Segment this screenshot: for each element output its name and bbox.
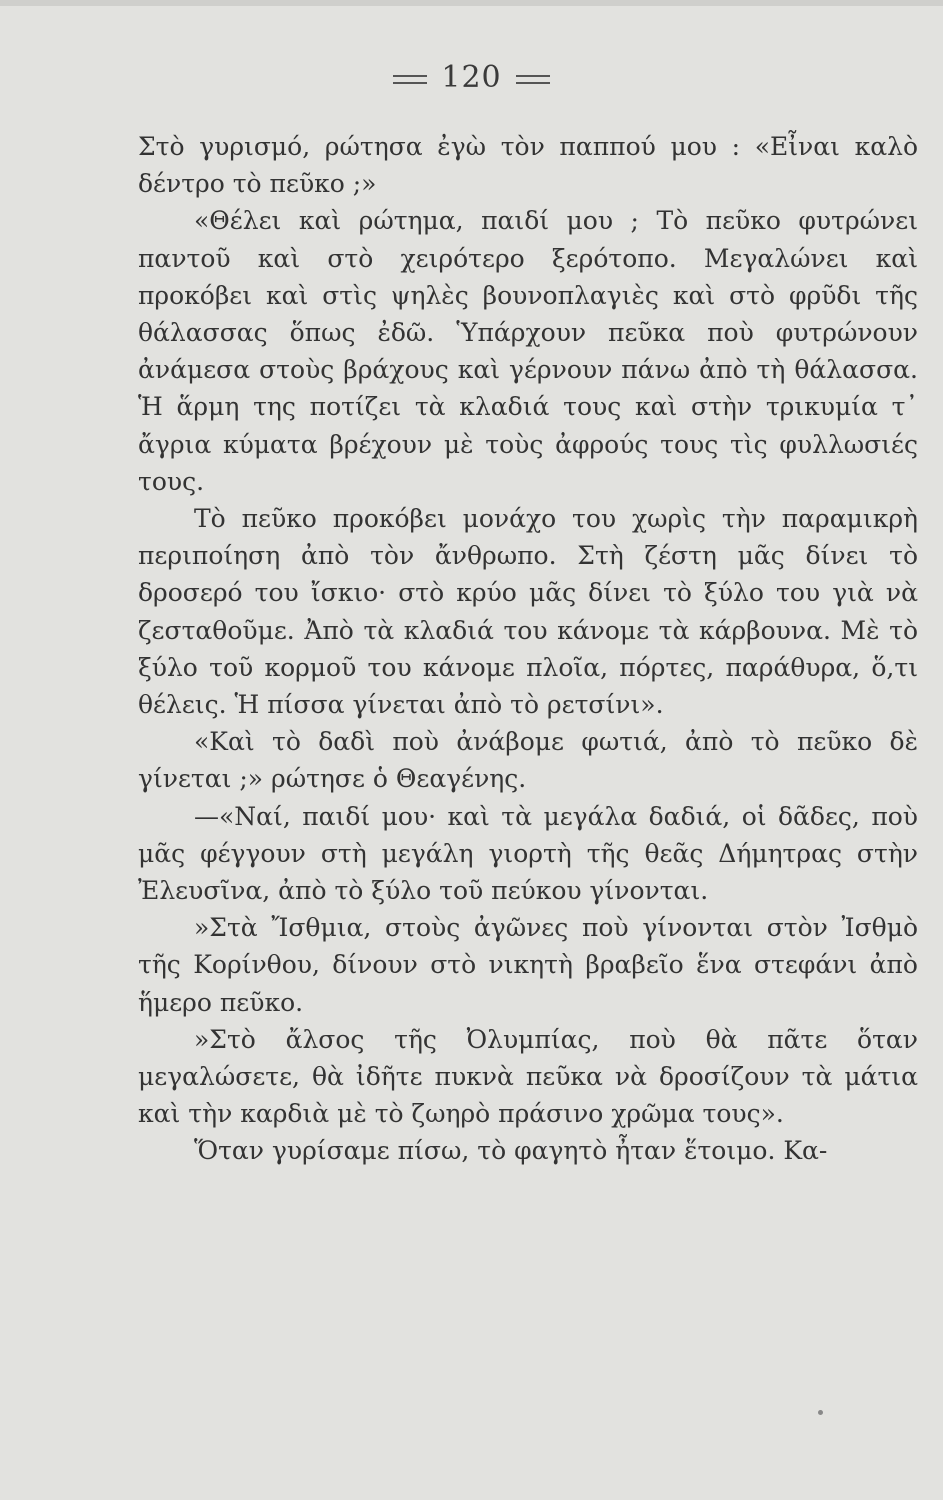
paragraph-3: Τὸ πεῦκο προκόβει μονάχο του χωρὶς τὴν παραμικρὴ περιποίηση ἀπὸ τὸν ἄνθρωπο. Στὴ ζέστη μᾶς δίνει τὸ δροσερό του ἴσκιο· στὸ κρύο μᾶς δίνει τὸ ξύλο του γιὰ νὰ ζεσταθοῦμε. Ἀπὸ τὰ κλαδιά του κάνομε τὰ κάρβουνα. Μὲ τὸ ξύλο τοῦ κορμοῦ του κάνομε πλοῖα, πόρτες, παράθυρα, ὅ,τι θέλεις. Ἡ πίσσα γίνεται ἀπὸ τὸ ρετσίνι». xyxy=(138,504,918,720)
paragraph-7: »Στὸ ἄλσος τῆς Ὀλυμπίας, ποὺ θὰ πᾶτε ὅταν μεγαλώσετε, θὰ ἰδῆτε πυκνὰ πεῦκα νὰ δροσίζουν τὰ μάτια καὶ τὴν καρδιὰ μὲ τὸ ζωηρὸ πράσινο χρῶμα τους». xyxy=(138,1024,918,1129)
paragraph-4: «Καὶ τὸ δαδὶ ποὺ ἀνάβομε φωτιά, ἀπὸ τὸ πεῦκο δὲ γίνεται ;» ρώτησε ὁ Θεαγένης. xyxy=(138,727,918,794)
ink-speck xyxy=(818,1410,823,1415)
paragraph-8: Ὅταν γυρίσαμε πίσω, τὸ φαγητὸ ἦταν ἕτοιμο. Κα- xyxy=(194,1136,828,1166)
header-left-rule xyxy=(393,75,427,84)
paragraph-2: «Θέλει καὶ ρώτημα, παιδί μου ; Τὸ πεῦκο φυτρώνει παντοῦ καὶ στὸ χειρότερο ξερότοπο. Μεγαλώνει καὶ προκόβει καὶ στὶς ψηλὲς βουνοπλαγιὲς καὶ στὸ φρῦδι τῆς θάλασσας ὅπως ἐδῶ. Ὑπάρχουν πεῦκα ποὺ φυτρώνουν ἀνάμεσα στοὺς βράχους καὶ γέρνουν πάνω ἀπὸ τὴ θάλασσα. Ἡ ἅρμη της ποτίζει τὰ κλαδιά τους καὶ στὴν τρικυμία τ᾽ ἄγρια κύματα βρέχουν μὲ τοὺς ἀφρούς τους τὶς φυλλωσιές τους. xyxy=(138,206,918,496)
paragraph-6: »Στὰ Ἴσθμια, στοὺς ἀγῶνες ποὺ γίνονται στὸν Ἰσθμὸ τῆς Κορίνθου, δίνουν στὸ νικητὴ βραβεῖο ἕνα στεφάνι ἀπὸ ἥμερο πεῦκο. xyxy=(138,913,918,1017)
body-text xyxy=(138,128,918,1170)
header-right-rule xyxy=(516,75,550,84)
paragraph-5: —«Ναί, παιδί μου· καὶ τὰ μεγάλα δαδιά, οἱ δᾶδες, ποὺ μᾶς φέγγουν στὴ μεγάλη γιορτὴ τῆς θεᾶς Δήμητρας στὴν Ἐλευσῖνα, ἀπὸ τὸ ξύλο τοῦ πεύκου γίνονται. xyxy=(138,801,918,906)
page-number: 120 xyxy=(441,60,502,95)
page-top-edge xyxy=(0,0,943,6)
page-header xyxy=(0,60,943,95)
paragraph-1: Στὸ γυρισμό, ρώτησα ἐγὼ τὸν παππού μου : «Εἶναι καλὸ δέντρο τὸ πεῦκο ;» xyxy=(138,132,918,199)
